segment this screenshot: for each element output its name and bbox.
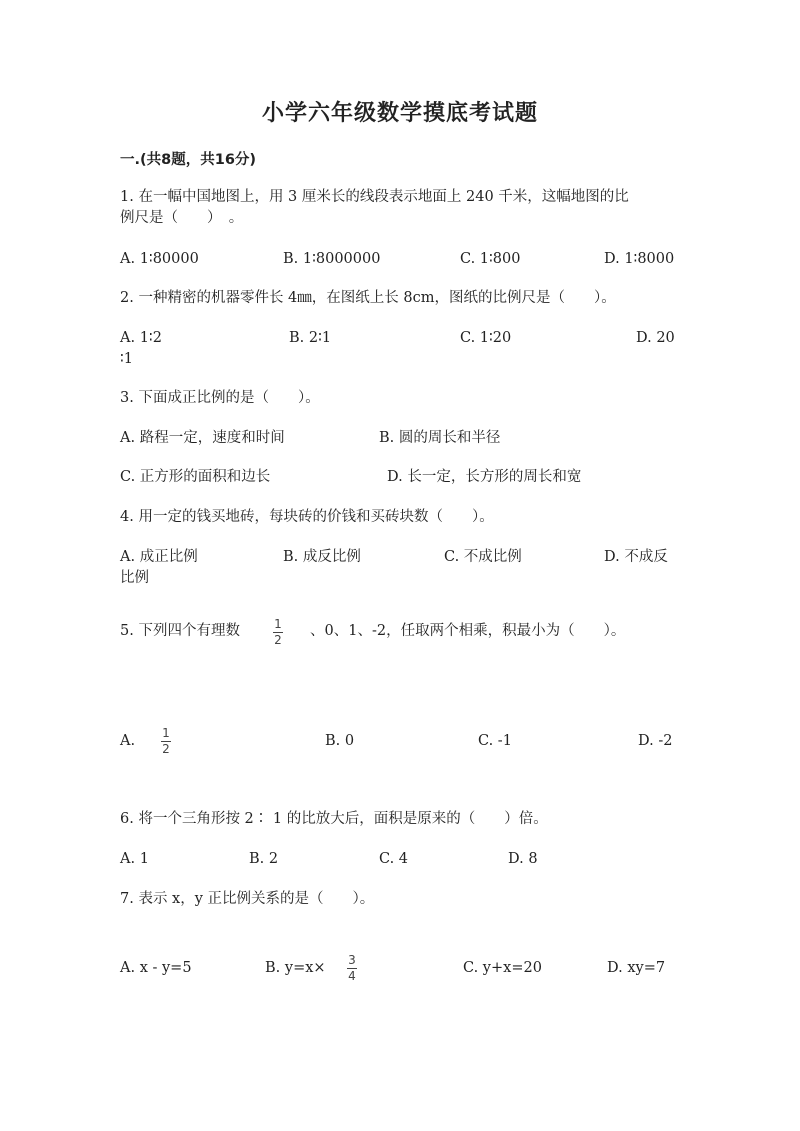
q5-stem-post: 、0、1、-2，任取两个相乘，积最小为（ ）。: [310, 623, 626, 639]
q6-stem: 6. 将一个三角形按 2∶ 1 的比放大后，面积是原来的（ ）倍。: [120, 811, 548, 827]
q2-option-d: D. 20: [636, 330, 675, 346]
q4-option-d: D. 不成反: [604, 549, 668, 565]
q7-stem: 7. 表示 x，y 正比例关系的是（ ）。: [120, 891, 375, 907]
fraction-denominator: 2: [274, 633, 282, 647]
q7-option-a: A. x - y=5: [120, 960, 192, 976]
q3-stem: 3. 下面成正比例的是（ ）。: [120, 390, 320, 406]
q4-option-d-cont: 比例: [120, 570, 149, 586]
q5-stem-pre: 5. 下列四个有理数: [120, 623, 240, 639]
q5-option-c: C. -1: [478, 733, 512, 749]
fraction-denominator: 4: [348, 969, 356, 983]
q2-option-b: B. 2∶1: [289, 330, 332, 346]
q1-stem-line1: 1. 在一幅中国地图上，用 3 厘米长的线段表示地面上 240 千米，这幅地图的比: [120, 189, 629, 205]
fraction-numerator: 3: [348, 953, 356, 967]
q1-option-a: A. 1∶80000: [120, 251, 199, 267]
q6-option-d: D. 8: [508, 851, 538, 867]
q6-option-b: B. 2: [249, 851, 279, 867]
q3-option-a: A. 路程一定，速度和时间: [120, 430, 285, 446]
q4-option-c: C. 不成比例: [444, 549, 522, 565]
fraction-numerator: 1: [162, 726, 170, 740]
q3-option-b: B. 圆的周长和半径: [379, 430, 501, 446]
q7-option-b: B. y=x×: [265, 960, 326, 976]
q3-option-c: C. 正方形的面积和边长: [120, 469, 271, 485]
q2-option-d-cont: ∶1: [120, 351, 133, 367]
q4-option-a: A. 成正比例: [120, 549, 198, 565]
page-title: 小学六年级数学摸底考试题: [261, 101, 538, 126]
q1-option-b: B. 1∶8000000: [283, 251, 381, 267]
fraction-numerator: 1: [274, 617, 282, 631]
q5-option-b: B. 0: [325, 733, 355, 749]
q4-option-b: B. 成反比例: [283, 549, 361, 565]
q5-option-d: D. -2: [638, 733, 673, 749]
q5-option-a: A.: [120, 733, 136, 749]
q4-stem: 4. 用一定的钱买地砖，每块砖的价钱和买砖块数（ ）。: [120, 509, 494, 525]
q5-option-a-fraction: [161, 727, 171, 756]
q7-option-b-fraction: [347, 954, 357, 983]
q2-stem: 2. 一种精密的机器零件长 4㎜，在图纸上长 8cm，图纸的比例尺是（ ）。: [120, 290, 616, 306]
q6-option-c: C. 4: [379, 851, 409, 867]
section-header: 一.(共8题，共16分): [120, 152, 257, 168]
fraction-denominator: 2: [162, 742, 170, 756]
q1-option-d: D. 1∶8000: [604, 251, 675, 267]
q7-option-d: D. xy=7: [607, 960, 666, 976]
q2-option-a: A. 1∶2: [120, 330, 162, 346]
q5-stem-fraction: [273, 618, 283, 647]
q2-option-c: C. 1∶20: [460, 330, 512, 346]
q1-option-c: C. 1∶800: [460, 251, 521, 267]
q3-option-d: D. 长一定，长方形的周长和宽: [387, 469, 582, 485]
q1-stem-line2: 例尺是（ ） 。: [120, 210, 244, 226]
q7-option-c: C. y+x=20: [463, 960, 542, 976]
q6-option-a: A. 1: [120, 851, 149, 867]
